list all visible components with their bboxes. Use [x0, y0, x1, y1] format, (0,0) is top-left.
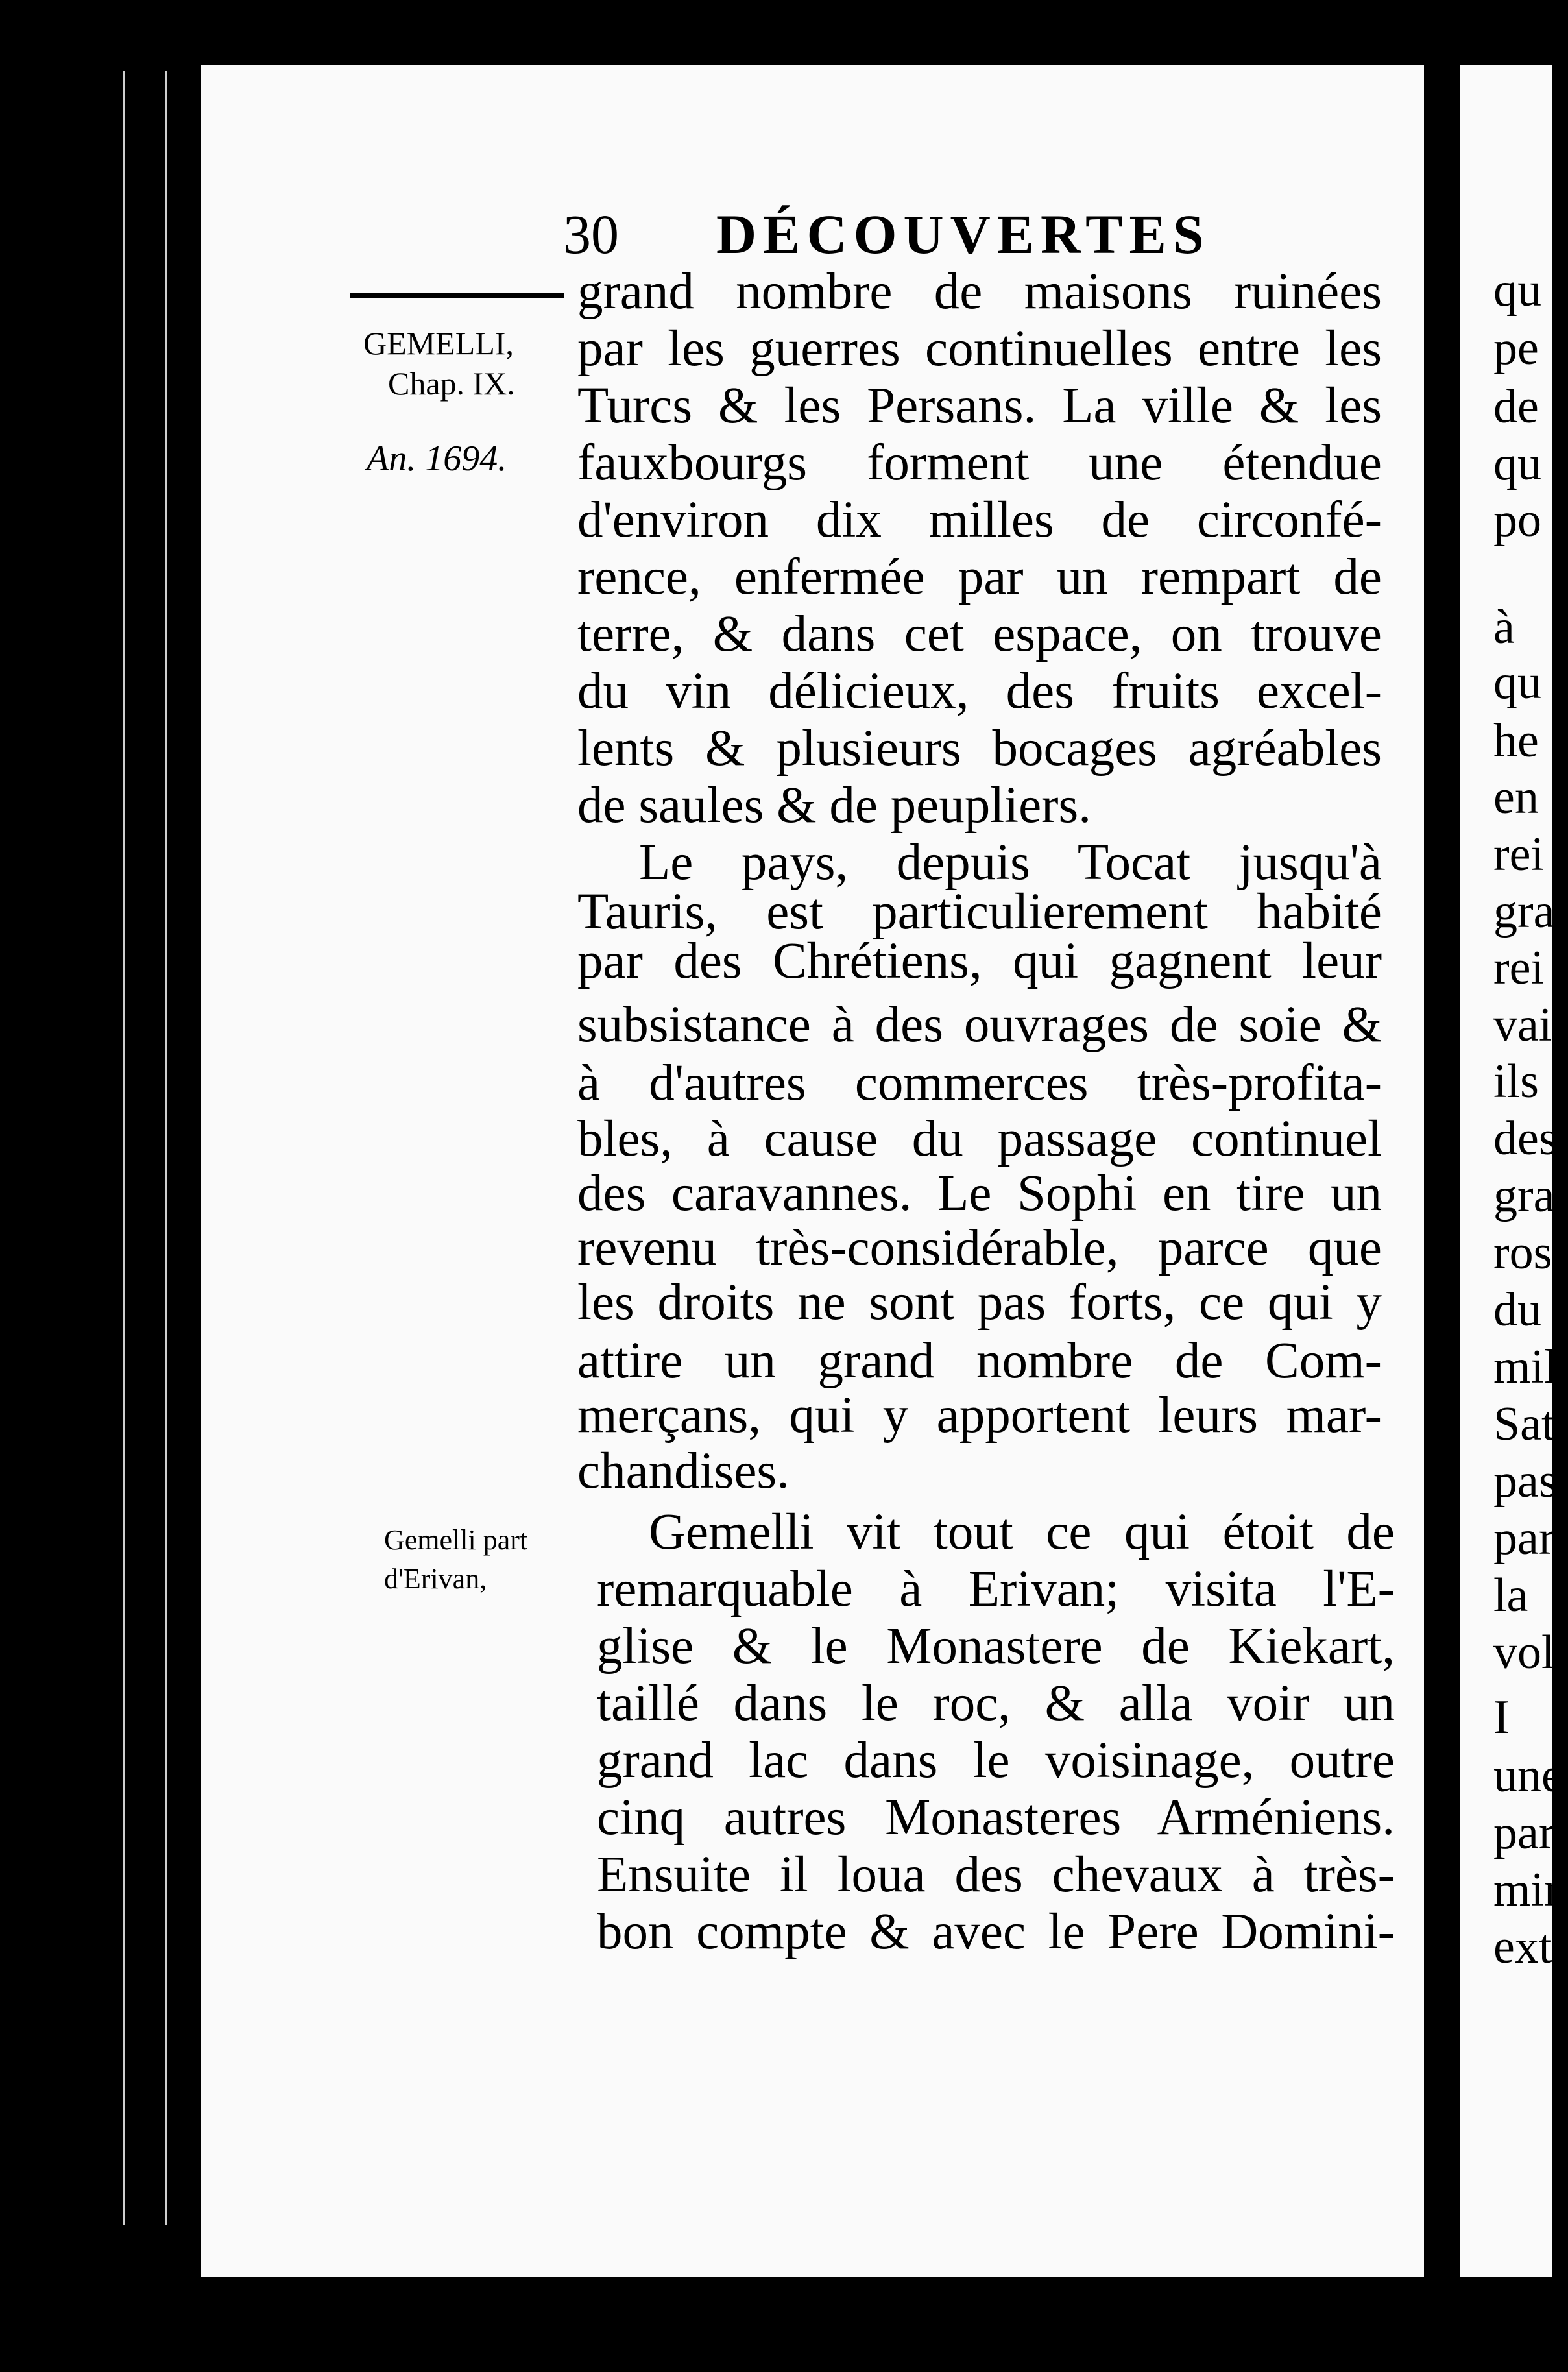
- text-line: Turcs & les Persans. La ville & les: [577, 378, 1382, 434]
- text-line: glise & le Monastere de Kiekart,: [597, 1618, 1395, 1675]
- text-line: de saules & de peupliers.: [577, 777, 1091, 834]
- next-page-fragment: rei: [1493, 828, 1545, 881]
- next-page-fragment: ils: [1493, 1055, 1539, 1108]
- next-page-fragment: rei: [1493, 941, 1545, 995]
- next-page-fragment: du: [1493, 1283, 1541, 1337]
- text-line: bles, à cause du passage continuel: [577, 1111, 1382, 1167]
- text-line: à d'autres commerces très-profita-: [577, 1055, 1382, 1111]
- text-line: du vin délicieux, des fruits excel-: [577, 663, 1382, 720]
- running-title: DÉCOUVERTES: [716, 203, 1211, 265]
- running-header: [563, 203, 1211, 265]
- adjacent-page-edge: [1460, 65, 1568, 2277]
- next-page-fragment: I: [1493, 1691, 1510, 1744]
- binding-edge-line: [165, 71, 167, 2225]
- text-line: des caravannes. Le Sophi en tire un: [577, 1165, 1382, 1222]
- next-page-fragment: min: [1493, 1863, 1568, 1917]
- next-page-fragment: pe: [1493, 322, 1539, 375]
- next-page-fragment: exti: [1493, 1920, 1565, 1974]
- text-line: remarquable à Erivan; visita l'E-: [597, 1561, 1395, 1617]
- next-page-fragment: gra: [1493, 1169, 1555, 1222]
- next-page-fragment: qu: [1493, 263, 1541, 317]
- next-page-fragment: qu: [1493, 656, 1541, 709]
- next-page-fragment: des: [1493, 1112, 1558, 1165]
- next-page-fragment: de: [1493, 380, 1539, 433]
- margin-note-chapter: Chap. IX.: [388, 365, 515, 402]
- next-page-fragment: he: [1493, 714, 1539, 768]
- next-page-fragment: ros: [1493, 1226, 1552, 1279]
- next-page-fragment: vol: [1493, 1626, 1555, 1679]
- book-binding: [0, 0, 201, 2372]
- text-line: Le pays, depuis Tocat jusqu'à: [639, 834, 1382, 891]
- margin-note-year: An. 1694.: [367, 439, 507, 479]
- next-page-fragment: gra: [1493, 885, 1555, 938]
- text-line: terre, & dans cet espace, on trouve: [577, 606, 1382, 662]
- margin-note-departure: Gemelli part: [384, 1524, 528, 1556]
- next-page-fragment: vai: [1493, 998, 1552, 1052]
- next-page-fragment: pas: [1493, 1455, 1558, 1508]
- next-page-fragment: à: [1493, 601, 1515, 654]
- margin-rule: [350, 293, 564, 298]
- text-line: les droits ne sont pas forts, ce qui y: [577, 1274, 1382, 1331]
- text-line: par les guerres continuelles entre les: [577, 321, 1382, 377]
- text-line: rence, enfermée par un rempart de: [577, 549, 1382, 605]
- text-line: Tauris, est particulierement habité: [577, 884, 1382, 940]
- next-page-fragment: en: [1493, 771, 1539, 824]
- text-line: merçans, qui y apportent leurs mar-: [577, 1387, 1382, 1444]
- text-line: par des Chrétiens, qui gagnent leur: [577, 933, 1382, 989]
- next-page-fragment: la: [1493, 1569, 1528, 1622]
- binding-edge-line: [123, 71, 125, 2225]
- text-line: subsistance à des ouvrages de soie &: [577, 997, 1382, 1053]
- page-gutter: [1424, 65, 1460, 2277]
- next-page-fragment: une: [1493, 1749, 1563, 1802]
- next-page-fragment: Sat: [1493, 1398, 1555, 1451]
- next-page-fragment: po: [1493, 494, 1541, 547]
- next-page-fragment: qu: [1493, 437, 1541, 490]
- text-line: grand lac dans le voisinage, outre: [597, 1732, 1395, 1789]
- text-line: chandises.: [577, 1443, 790, 1499]
- text-line: taillé dans le roc, & alla voir un: [597, 1675, 1395, 1732]
- text-line: revenu très-considérable, parce que: [577, 1220, 1382, 1276]
- text-line: d'environ dix milles de circonfé-: [577, 492, 1382, 548]
- text-line: Gemelli vit tout ce qui étoit de: [649, 1504, 1395, 1560]
- text-line: cinq autres Monasteres Arméniens.: [597, 1789, 1395, 1846]
- next-page-fragment: par: [1493, 1806, 1555, 1859]
- text-line: lents & plusieurs bocages agréables: [577, 720, 1382, 777]
- next-page-fragment: par: [1493, 1512, 1555, 1565]
- text-line: bon compte & avec le Pere Domini-: [597, 1904, 1395, 1960]
- page-number: 30: [563, 203, 619, 265]
- margin-note-departure: d'Erivan,: [384, 1563, 487, 1595]
- text-line: grand nombre de maisons ruinées: [577, 263, 1382, 320]
- text-line: fauxbourgs forment une étendue: [577, 435, 1382, 491]
- text-line: Ensuite il loua des chevaux à très-: [597, 1846, 1395, 1903]
- margin-note-author: GEMELLI,: [363, 325, 514, 361]
- next-page-fragment: mil: [1493, 1340, 1558, 1394]
- text-line: attire un grand nombre de Com-: [577, 1333, 1382, 1389]
